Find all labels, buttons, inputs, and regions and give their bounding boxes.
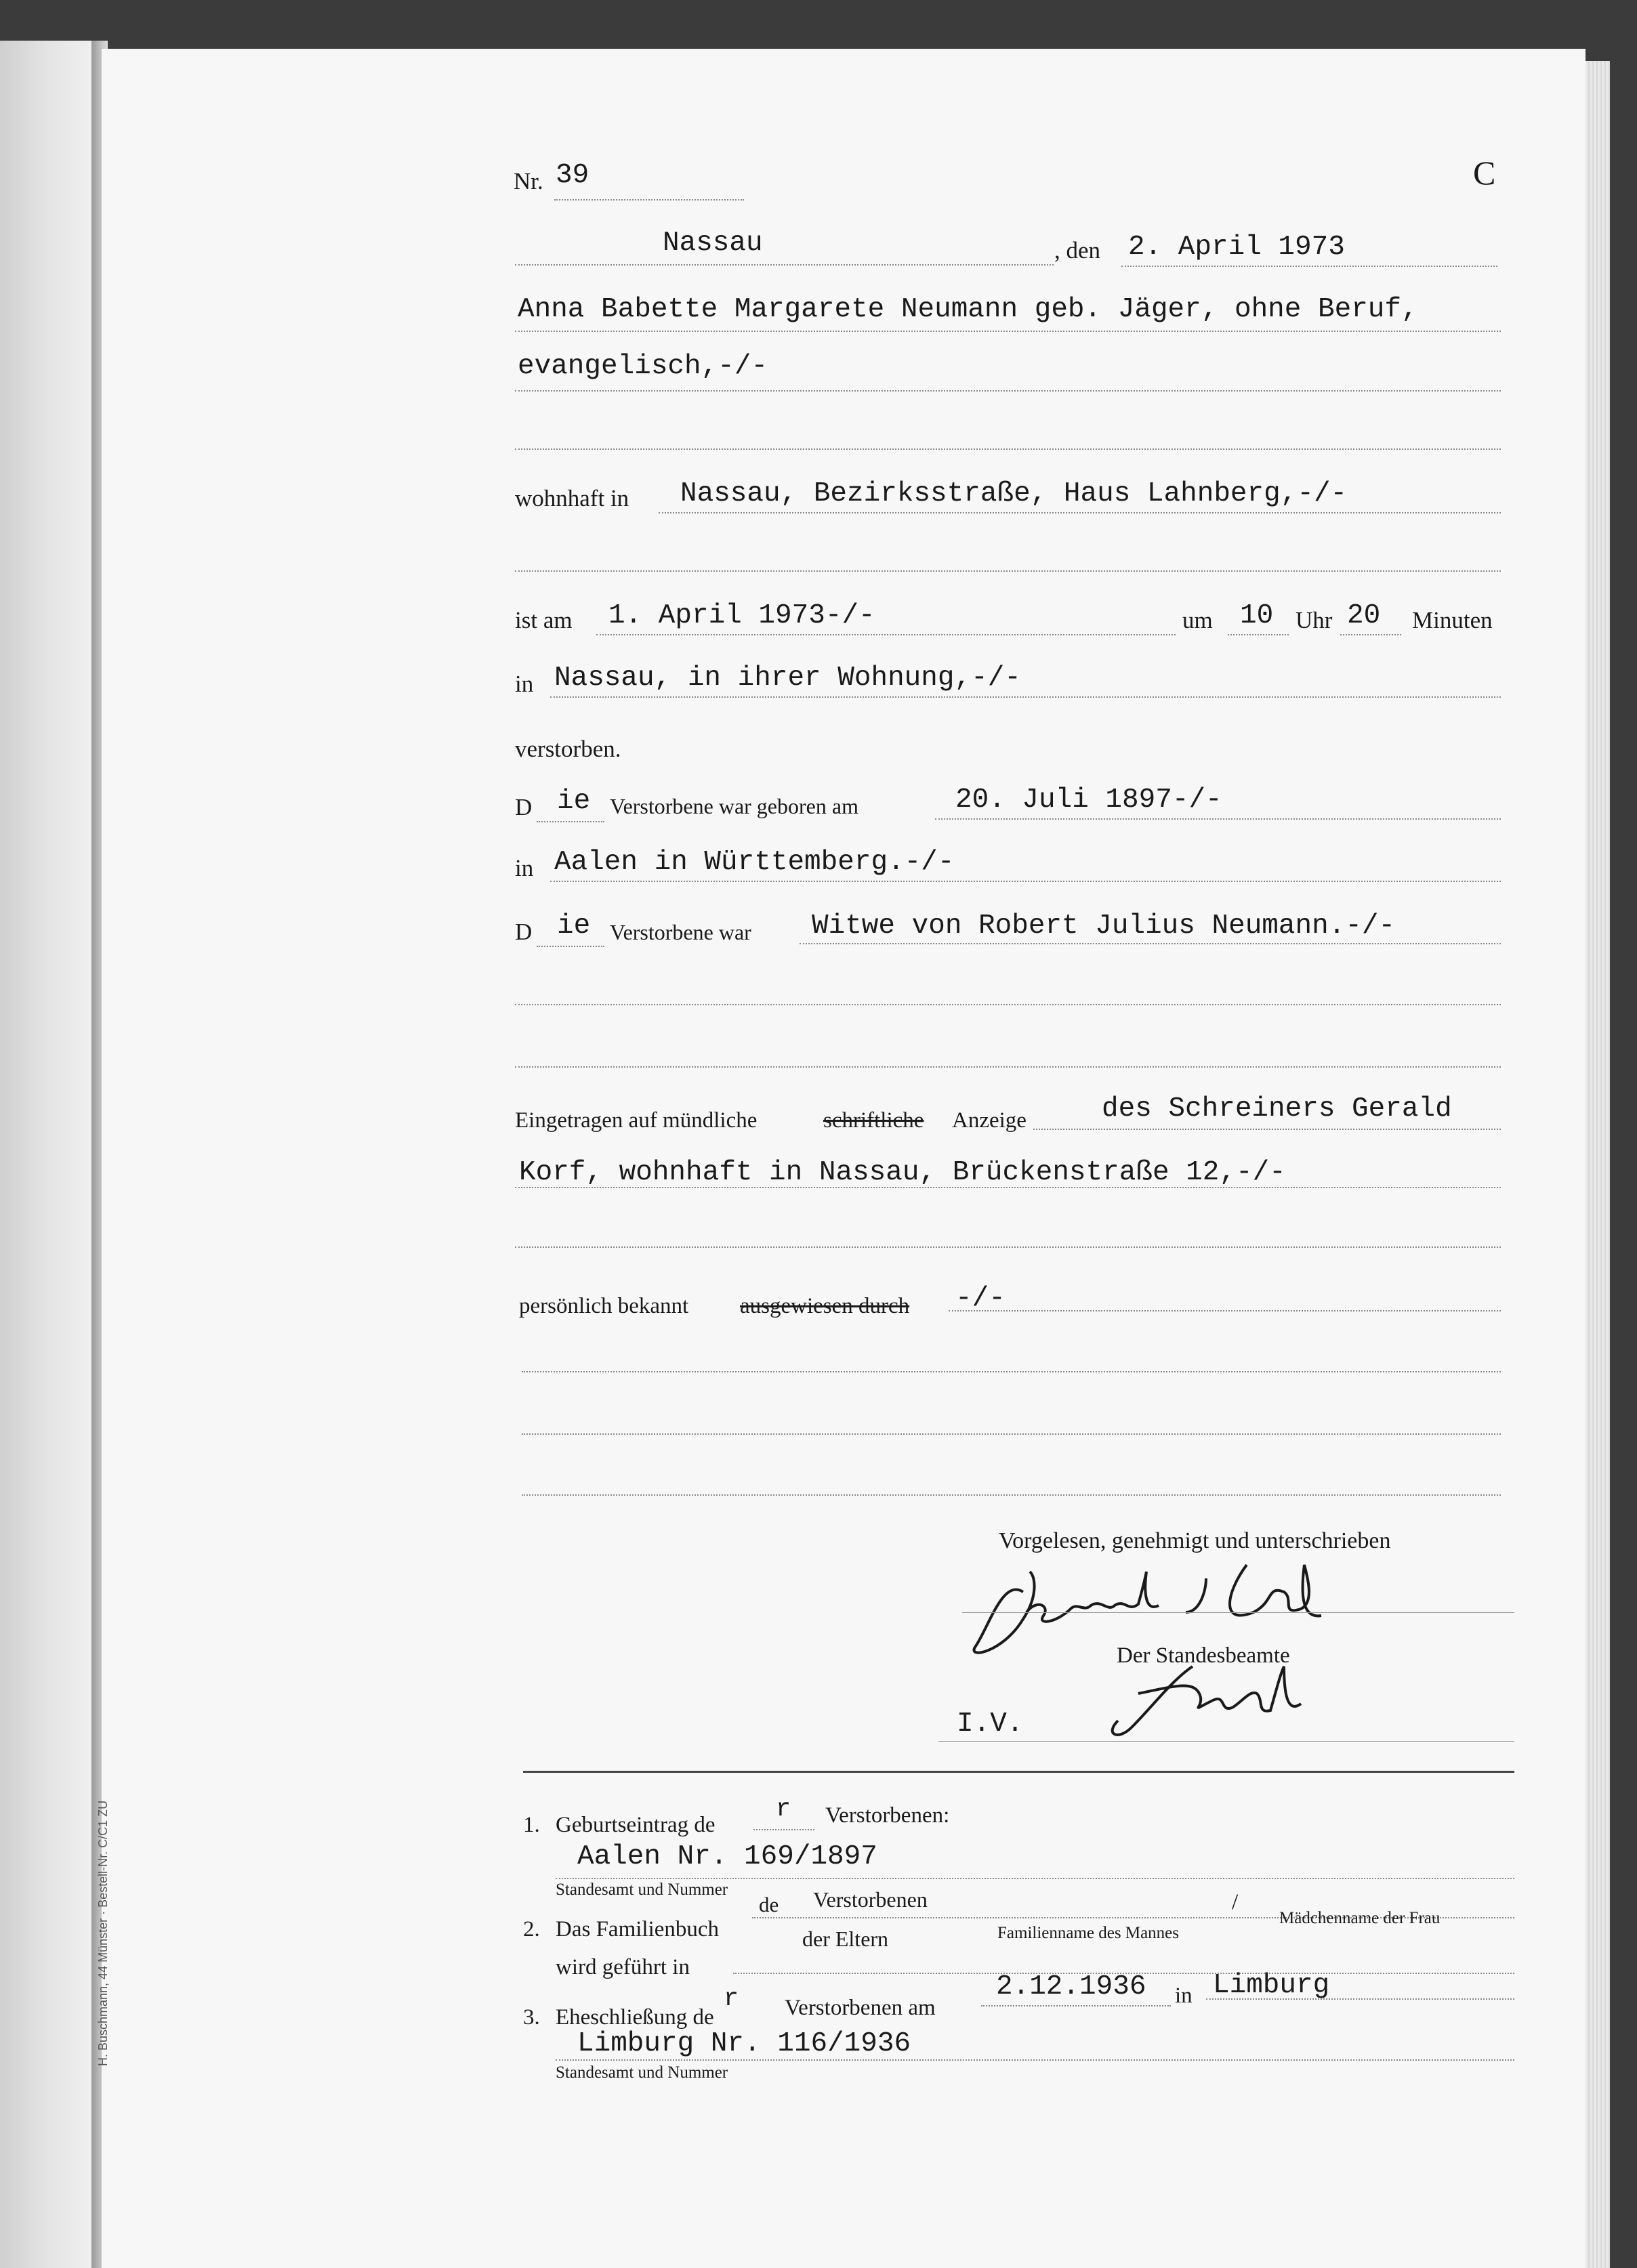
geburt-fill: r [776, 1795, 791, 1824]
footer-n3: 3. [523, 2005, 540, 2030]
death-date: 1. April 1973-/- [608, 600, 875, 631]
place-line [515, 264, 1054, 266]
mannes-label: Familienname des Mannes [997, 1924, 1179, 1942]
ist-am-label: ist am [515, 607, 573, 633]
de-fill: de [759, 1893, 779, 1916]
nr-line [554, 199, 744, 201]
ehe-verstorbenen-label: Verstorbenen am [785, 1996, 936, 2020]
blank-line-1 [522, 1371, 1501, 1372]
ausgewiesen-struck: ausgewiesen durch [740, 1294, 910, 1318]
eltern-label: der Eltern [802, 1927, 889, 1951]
death-minutes: 20 [1347, 600, 1381, 631]
ie-fill-2: ie [557, 910, 591, 942]
ie-line [537, 821, 604, 822]
nr-label: Nr. [514, 168, 543, 194]
informant-line-3 [515, 1246, 1501, 1248]
blank-line-2 [522, 1433, 1501, 1435]
birth-place-line [550, 881, 1501, 882]
ie-line-2 [537, 946, 604, 947]
date-line [1121, 266, 1497, 267]
footer-divider [523, 1771, 1514, 1773]
marriage-place: Limburg [1213, 1970, 1330, 2001]
familienbuch-verstorbenen: Verstorbenen [813, 1887, 928, 1912]
informant-line2: Korf, wohnhaft in Nassau, Brückenstraße 12,-/- [519, 1157, 1286, 1188]
birth-register-entry: Aalen Nr. 169/1897 [577, 1841, 877, 1872]
registration-date: 2. April 1973 [1128, 232, 1345, 263]
in-label: in [515, 671, 534, 697]
ie-fill: ie [557, 786, 591, 817]
marital-status: Witwe von Robert Julius Neumann.-/- [812, 910, 1396, 942]
geburt-fill-line [753, 1829, 814, 1830]
standesamt-label-1: Standesamt und Nummer [556, 1881, 728, 1899]
vorgelesen-label: Vorgelesen, genehmigt und unterschrieben [999, 1528, 1391, 1553]
ehe-fill: r [724, 1985, 739, 2013]
death-date-line [596, 634, 1176, 635]
status-line [800, 943, 1501, 944]
person-line-1 [515, 331, 1501, 332]
marriage-place-line [1206, 1998, 1514, 2000]
bekannt-value: -/- [955, 1283, 1006, 1314]
um-label: um [1182, 607, 1213, 633]
geburtseintrag-label: Geburtseintrag de [556, 1813, 716, 1837]
anzeige-label: Anzeige [952, 1108, 1027, 1133]
left-page-edge [0, 41, 95, 2268]
wohnhaft-label: wohnhaft in [515, 485, 629, 511]
signature-line-2 [938, 1741, 1514, 1742]
deceased-religion: evangelisch,-/- [518, 351, 768, 382]
residence-line [659, 512, 1501, 513]
residence-line-2 [515, 570, 1501, 572]
printer-imprint: H. Buschmann, 44 Münster · Bestell-Nr. C/C1 ZU [96, 1800, 110, 2066]
bekannt-line [949, 1310, 1501, 1311]
form-letter: C [1473, 154, 1496, 192]
marriage-register-entry: Limburg Nr. 116/1936 [577, 2028, 911, 2059]
d-label: D [515, 794, 533, 820]
place-of-registration: Nassau [663, 228, 763, 259]
marriage-register-line [556, 2059, 1514, 2061]
death-hour: 10 [1240, 600, 1274, 631]
frau-label: Mädchenname der Frau [1279, 1909, 1441, 1927]
minutes-line [1340, 634, 1401, 635]
death-place-line [550, 696, 1501, 698]
familienbuch-slash: / [1232, 1890, 1239, 1914]
signature-line-1 [962, 1612, 1514, 1613]
standesamt-label-2: Standesamt und Nummer [556, 2063, 728, 2082]
in-label-2: in [515, 855, 534, 881]
status-line-3 [515, 1066, 1501, 1068]
standesbeamte-label: Der Standesbeamte [1117, 1643, 1290, 1668]
person-line-3 [515, 448, 1501, 450]
minuten-label: Minuten [1412, 607, 1493, 633]
verstorbenen-label: Verstorbenen: [825, 1803, 950, 1828]
person-line-2 [515, 390, 1501, 392]
familienbuch-label: Das Familienbuch [556, 1917, 720, 1941]
den-label: , den [1054, 237, 1101, 264]
nr-value: 39 [556, 160, 589, 191]
registrar-signature [1098, 1653, 1328, 1748]
eingetragen-label: Eingetragen auf mündliche [515, 1108, 758, 1133]
eheschliessung-label: Eheschließung de [556, 2005, 714, 2030]
d-label-2: D [515, 919, 533, 945]
birth-date-line [935, 818, 1501, 820]
iv-label: I.V. [957, 1708, 1024, 1740]
hour-line [1228, 634, 1289, 635]
schriftliche-struck: schriftliche [823, 1108, 924, 1133]
informant-line-2 [515, 1187, 1501, 1188]
birth-register-line [556, 1878, 1514, 1879]
residence: Nassau, Bezirksstraße, Haus Lahnberg,-/- [680, 478, 1348, 509]
war-label: Verstorbene war [610, 920, 751, 944]
informant-line-1 [1033, 1129, 1501, 1130]
blank-line-3 [522, 1494, 1501, 1496]
birth-date: 20. Juli 1897-/- [955, 784, 1222, 816]
footer-n1: 1. [523, 1813, 540, 1837]
geboren-label: Verstorbene war geboren am [610, 794, 858, 818]
ehe-in-label: in [1175, 1983, 1193, 2008]
page-stack-edge [1586, 61, 1610, 2268]
deceased-name: Anna Babette Margarete Neumann geb. Jäger, ohne Beruf, [518, 294, 1418, 325]
informant-line1: des Schreiners Gerald [1102, 1093, 1452, 1125]
status-line-2 [515, 1004, 1501, 1005]
marriage-date: 2.12.1936 [996, 1971, 1146, 2002]
verstorben-label: verstorben. [515, 736, 621, 762]
gefuehrt-label: wird geführt in [556, 1955, 690, 1979]
uhr-label: Uhr [1296, 607, 1333, 633]
footer-n2: 2. [523, 1917, 540, 1941]
death-place: Nassau, in ihrer Wohnung,-/- [554, 663, 1021, 694]
bekannt-label: persönlich bekannt [519, 1294, 689, 1318]
marriage-date-line [981, 2005, 1171, 2007]
birth-place: Aalen in Württemberg.-/- [554, 847, 955, 878]
